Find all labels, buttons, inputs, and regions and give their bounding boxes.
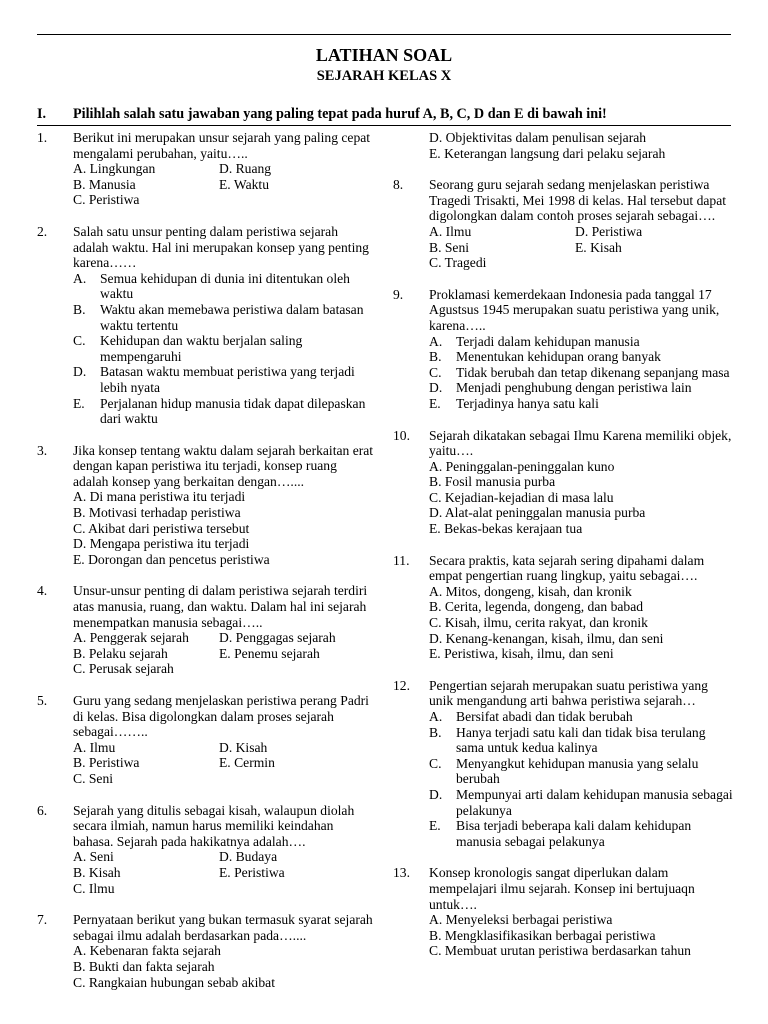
question-8 xyxy=(393,177,733,271)
option-letter: B. xyxy=(429,724,442,740)
answer-options xyxy=(429,584,733,662)
option-d: D. Penggagas sejarah xyxy=(219,630,336,646)
question-number: 10. xyxy=(393,427,410,443)
question-4 xyxy=(37,583,375,677)
option-a xyxy=(429,334,733,350)
page-subtitle: SEJARAH KELAS X xyxy=(316,68,452,84)
option-c xyxy=(429,365,733,381)
question-text: Sejarah dikatakan sebagai Ilmu Karena memiliki objek, yaitu…. xyxy=(429,427,732,459)
question-text: Pernyataan berikut yang bukan termasuk syarat sejarah sebagai ilmu adalah berdasarkan pada….... xyxy=(73,912,373,943)
option-a: A. Kebenaran fakta sejarah xyxy=(73,943,221,959)
option-a: A. Peninggalan-peninggalan kuno xyxy=(429,458,615,474)
option-d: D. Alat-alat peninggalan manusia purba xyxy=(429,505,646,521)
option-b xyxy=(429,349,733,365)
option-e: E. Peristiwa, kisah, ilmu, dan seni xyxy=(429,646,614,662)
option-e: E. Kisah xyxy=(575,239,622,255)
answer-options xyxy=(73,271,375,427)
option-b: B. Motivasi terhadap peristiwa xyxy=(73,505,241,521)
option-c: C. Perusak sejarah xyxy=(73,661,174,677)
option-c: C. Ilmu xyxy=(73,880,115,896)
option-text: Menjadi penghubung dengan peristiwa lain xyxy=(456,380,692,396)
option-letter: E. xyxy=(73,395,85,411)
option-letter: C. xyxy=(73,333,86,349)
answer-options xyxy=(73,849,375,896)
question-number: 7. xyxy=(37,912,48,928)
question-number: 2. xyxy=(37,223,48,239)
option-text: Terjadi dalam kehidupan manusia xyxy=(456,333,640,349)
option-text: Terjadinya hanya satu kali xyxy=(456,395,599,411)
page-title: LATIHAN SOAL xyxy=(315,45,453,65)
option-e xyxy=(429,396,733,412)
option-d xyxy=(429,787,733,818)
option-d: D. Mengapa peristiwa itu terjadi xyxy=(73,536,250,552)
question-number: 1. xyxy=(37,130,48,145)
option-d: D. Objektivitas dalam penulisan sejarah xyxy=(429,130,647,145)
option-text: Semua kehidupan di dunia ini ditentukan oleh waktu xyxy=(100,270,350,302)
option-letter: E. xyxy=(429,395,441,411)
option-letter: B. xyxy=(429,349,442,365)
question-6 xyxy=(37,803,375,897)
answer-options xyxy=(429,709,733,849)
question-text: Guru yang sedang menjelaskan peristiwa perang Padri di kelas. Bisa digolongkan dalam proses sejarah sebagai…….. xyxy=(73,693,369,740)
question-text: Secara praktis, kata sejarah sering dipahami dalam empat pengertian ruang lingkup, yaitu sebagai…. xyxy=(429,552,705,584)
header-rule xyxy=(37,34,731,35)
question-number: 11. xyxy=(393,552,410,568)
option-e: E. Keterangan langsung dari pelaku sejarah xyxy=(429,145,666,161)
option-e: E. Penemu sejarah xyxy=(219,645,320,661)
option-c: C. Peristiwa xyxy=(73,192,140,208)
option-b: B. Peristiwa xyxy=(73,755,140,771)
option-text: Tidak berubah dan tetap dikenang sepanjang masa xyxy=(456,364,730,380)
option-b: B. Kisah xyxy=(73,864,121,880)
option-e xyxy=(429,818,733,849)
option-letter: B. xyxy=(73,301,86,317)
option-text: Waktu akan memebawa peristiwa dalam batasan waktu tertentu xyxy=(100,301,364,333)
option-e: E. Bekas-bekas kerajaan tua xyxy=(429,521,583,537)
option-text: Menentukan kehidupan orang banyak xyxy=(456,349,661,365)
question-2 xyxy=(37,224,375,427)
answer-options xyxy=(429,224,733,271)
option-a: A. Mitos, dongeng, kisah, dan kronik xyxy=(429,583,632,599)
option-c: C. Membuat urutan peristiwa berdasarkan tahun xyxy=(429,943,691,959)
option-d: D. Ruang xyxy=(219,161,272,177)
option-d xyxy=(429,380,733,396)
option-d: D. Peristiwa xyxy=(575,223,643,239)
option-b: B. Manusia xyxy=(73,176,136,192)
question-1 xyxy=(37,130,375,208)
option-letter: C. xyxy=(429,755,442,771)
question-7-continued xyxy=(393,130,733,161)
option-letter: E. xyxy=(429,818,441,834)
question-text: Salah satu unsur penting dalam peristiwa sejarah adalah waktu. Hal ini merupakan konsep yang penting karena…… xyxy=(73,223,369,271)
question-9 xyxy=(393,287,733,412)
option-e: E. Dorongan dan pencetus peristiwa xyxy=(73,551,270,567)
question-number: 3. xyxy=(37,442,48,458)
option-a: A. Seni xyxy=(73,849,114,865)
option-e xyxy=(73,396,375,427)
instruction-text: Pilihlah salah satu jawaban yang paling tepat pada huruf A, B, C, D dan E di bawah ini! xyxy=(73,106,607,122)
question-text: Pengertian sejarah merupakan suatu peristiwa yang unik mengandung arti bahwa peristiwa sejarah… xyxy=(429,677,708,709)
option-text: Hanya terjadi satu kali dan tidak bisa terulang sama untuk kedua kalinya xyxy=(456,724,706,756)
option-text: Menyangkut kehidupan manusia yang selalu berubah xyxy=(456,755,699,787)
option-d: D. Kenang-kenangan, kisah, ilmu, dan seni xyxy=(429,630,664,646)
question-text: Sejarah yang ditulis sebagai kisah, walaupun diolah secara ilmiah, namun harus memiliki keindahan bahasa. Sejarah pada hakikatnya adalah…. xyxy=(73,802,355,849)
option-e: E. Peristiwa xyxy=(219,864,285,880)
option-a xyxy=(73,271,375,302)
question-text: Unsur-unsur penting di dalam peristiwa sejarah terdiri atas manusia, ruang, dan waktu. Dalam hal ini sejarah menempatkan manusia sebagai….. xyxy=(73,583,368,630)
option-a: A. Ilmu xyxy=(73,739,116,755)
question-number: 9. xyxy=(393,286,404,302)
answer-options xyxy=(73,630,375,677)
question-number: 8. xyxy=(393,177,404,193)
option-b: B. Cerita, legenda, dongeng, dan babad xyxy=(429,599,644,615)
option-c xyxy=(73,333,375,364)
question-number: 4. xyxy=(37,583,48,599)
question-text: Konsep kronologis sangat diperlukan dalam mempelajari ilmu sejarah. Konsep ini bertujuaqn untuk…. xyxy=(429,865,695,912)
question-11 xyxy=(393,553,733,662)
question-number: 13. xyxy=(393,865,410,881)
option-c: C. Kisah, ilmu, cerita rakyat, dan kronik xyxy=(429,615,648,631)
option-a: A. Menyeleksi berbagai peristiwa xyxy=(429,912,613,928)
option-letter: A. xyxy=(429,709,443,724)
answer-options xyxy=(73,161,375,208)
option-text: Mempunyai arti dalam kehidupan manusia sebagai pelakunya xyxy=(456,786,733,818)
answer-options xyxy=(429,334,733,412)
answer-options xyxy=(73,740,375,787)
option-c: C. Rangkaian hubungan sebab akibat xyxy=(73,974,275,990)
option-letter: D. xyxy=(429,786,443,802)
question-10 xyxy=(393,428,733,537)
option-text: Perjalanan hidup manusia tidak dapat dilepaskan dari waktu xyxy=(100,395,366,427)
option-text: Bersifat abadi dan tidak berubah xyxy=(456,709,633,724)
answer-options xyxy=(73,489,375,567)
option-text: Batasan waktu membuat peristiwa yang terjadi lebih nyata xyxy=(100,364,355,395)
question-number: 6. xyxy=(37,802,48,818)
question-13 xyxy=(393,865,733,959)
option-b: B. Bukti dan fakta sejarah xyxy=(73,958,215,974)
answer-options xyxy=(429,912,733,959)
option-b xyxy=(429,725,733,756)
option-a xyxy=(429,709,733,725)
section-number: I. xyxy=(37,106,47,122)
option-c xyxy=(429,756,733,787)
option-a: A. Di mana peristiwa itu terjadi xyxy=(73,489,246,505)
option-e: E. Cermin xyxy=(219,755,275,771)
option-a: A. Ilmu xyxy=(429,223,472,239)
option-d: D. Budaya xyxy=(219,849,278,865)
question-text: Proklamasi kemerdekaan Indonesia pada tanggal 17 Agustsus 1945 merupakan suatu peristiwa yang unik, karena….. xyxy=(429,286,720,333)
question-number: 5. xyxy=(37,693,48,708)
option-b: B. Mengklasifikasikan berbagai peristiwa xyxy=(429,927,656,943)
option-c: C. Kejadian-kejadian di masa lalu xyxy=(429,489,614,505)
option-letter: D. xyxy=(73,364,87,380)
question-text: Seorang guru sejarah sedang menjelaskan peristiwa Tragedi Trisakti, Mei 1998 di kelas. Hal tersebut dapat digolongkan dalam contoh proses sejarah sebagai…. xyxy=(429,177,727,224)
option-d xyxy=(73,364,375,395)
question-text: Berikut ini merupakan unsur sejarah yang paling cepat mengalami perubahan, yaitu….. xyxy=(73,130,371,161)
option-d: D. Kisah xyxy=(219,739,268,755)
option-letter: A. xyxy=(429,333,443,349)
option-e: E. Waktu xyxy=(219,176,270,192)
instruction-rule xyxy=(37,125,731,126)
option-b: B. Pelaku sejarah xyxy=(73,645,168,661)
option-letter: D. xyxy=(429,380,443,396)
option-text: Kehidupan dan waktu berjalan saling mempengaruhi xyxy=(100,333,303,364)
question-5 xyxy=(37,693,375,787)
option-c: C. Akibat dari peristiwa tersebut xyxy=(73,520,250,536)
question-7 xyxy=(37,912,375,990)
option-b xyxy=(73,302,375,333)
question-12 xyxy=(393,678,733,850)
question-number: 12. xyxy=(393,677,410,693)
option-letter: A. xyxy=(73,270,87,286)
question-3 xyxy=(37,443,375,568)
answer-options xyxy=(429,459,733,537)
option-b: B. Fosil manusia purba xyxy=(429,474,556,490)
option-letter: C. xyxy=(429,364,442,380)
left-column xyxy=(37,130,375,1006)
option-a: A. Penggerak sejarah xyxy=(73,630,189,646)
option-c: C. Tragedi xyxy=(429,255,487,271)
option-a: A. Lingkungan xyxy=(73,161,156,177)
answer-options xyxy=(73,943,375,990)
question-text: Jika konsep tentang waktu dalam sejarah berkaitan erat dengan kapan peristiwa itu terjadi, konsep ruang adalah konsep yang berkaitan dengan….... xyxy=(73,442,374,489)
option-c: C. Seni xyxy=(73,770,114,786)
option-text: Bisa terjadi beberapa kali dalam kehidupan manusia sebagai pelakunya xyxy=(456,818,692,849)
option-b: B. Seni xyxy=(429,239,470,255)
right-column xyxy=(393,130,733,975)
